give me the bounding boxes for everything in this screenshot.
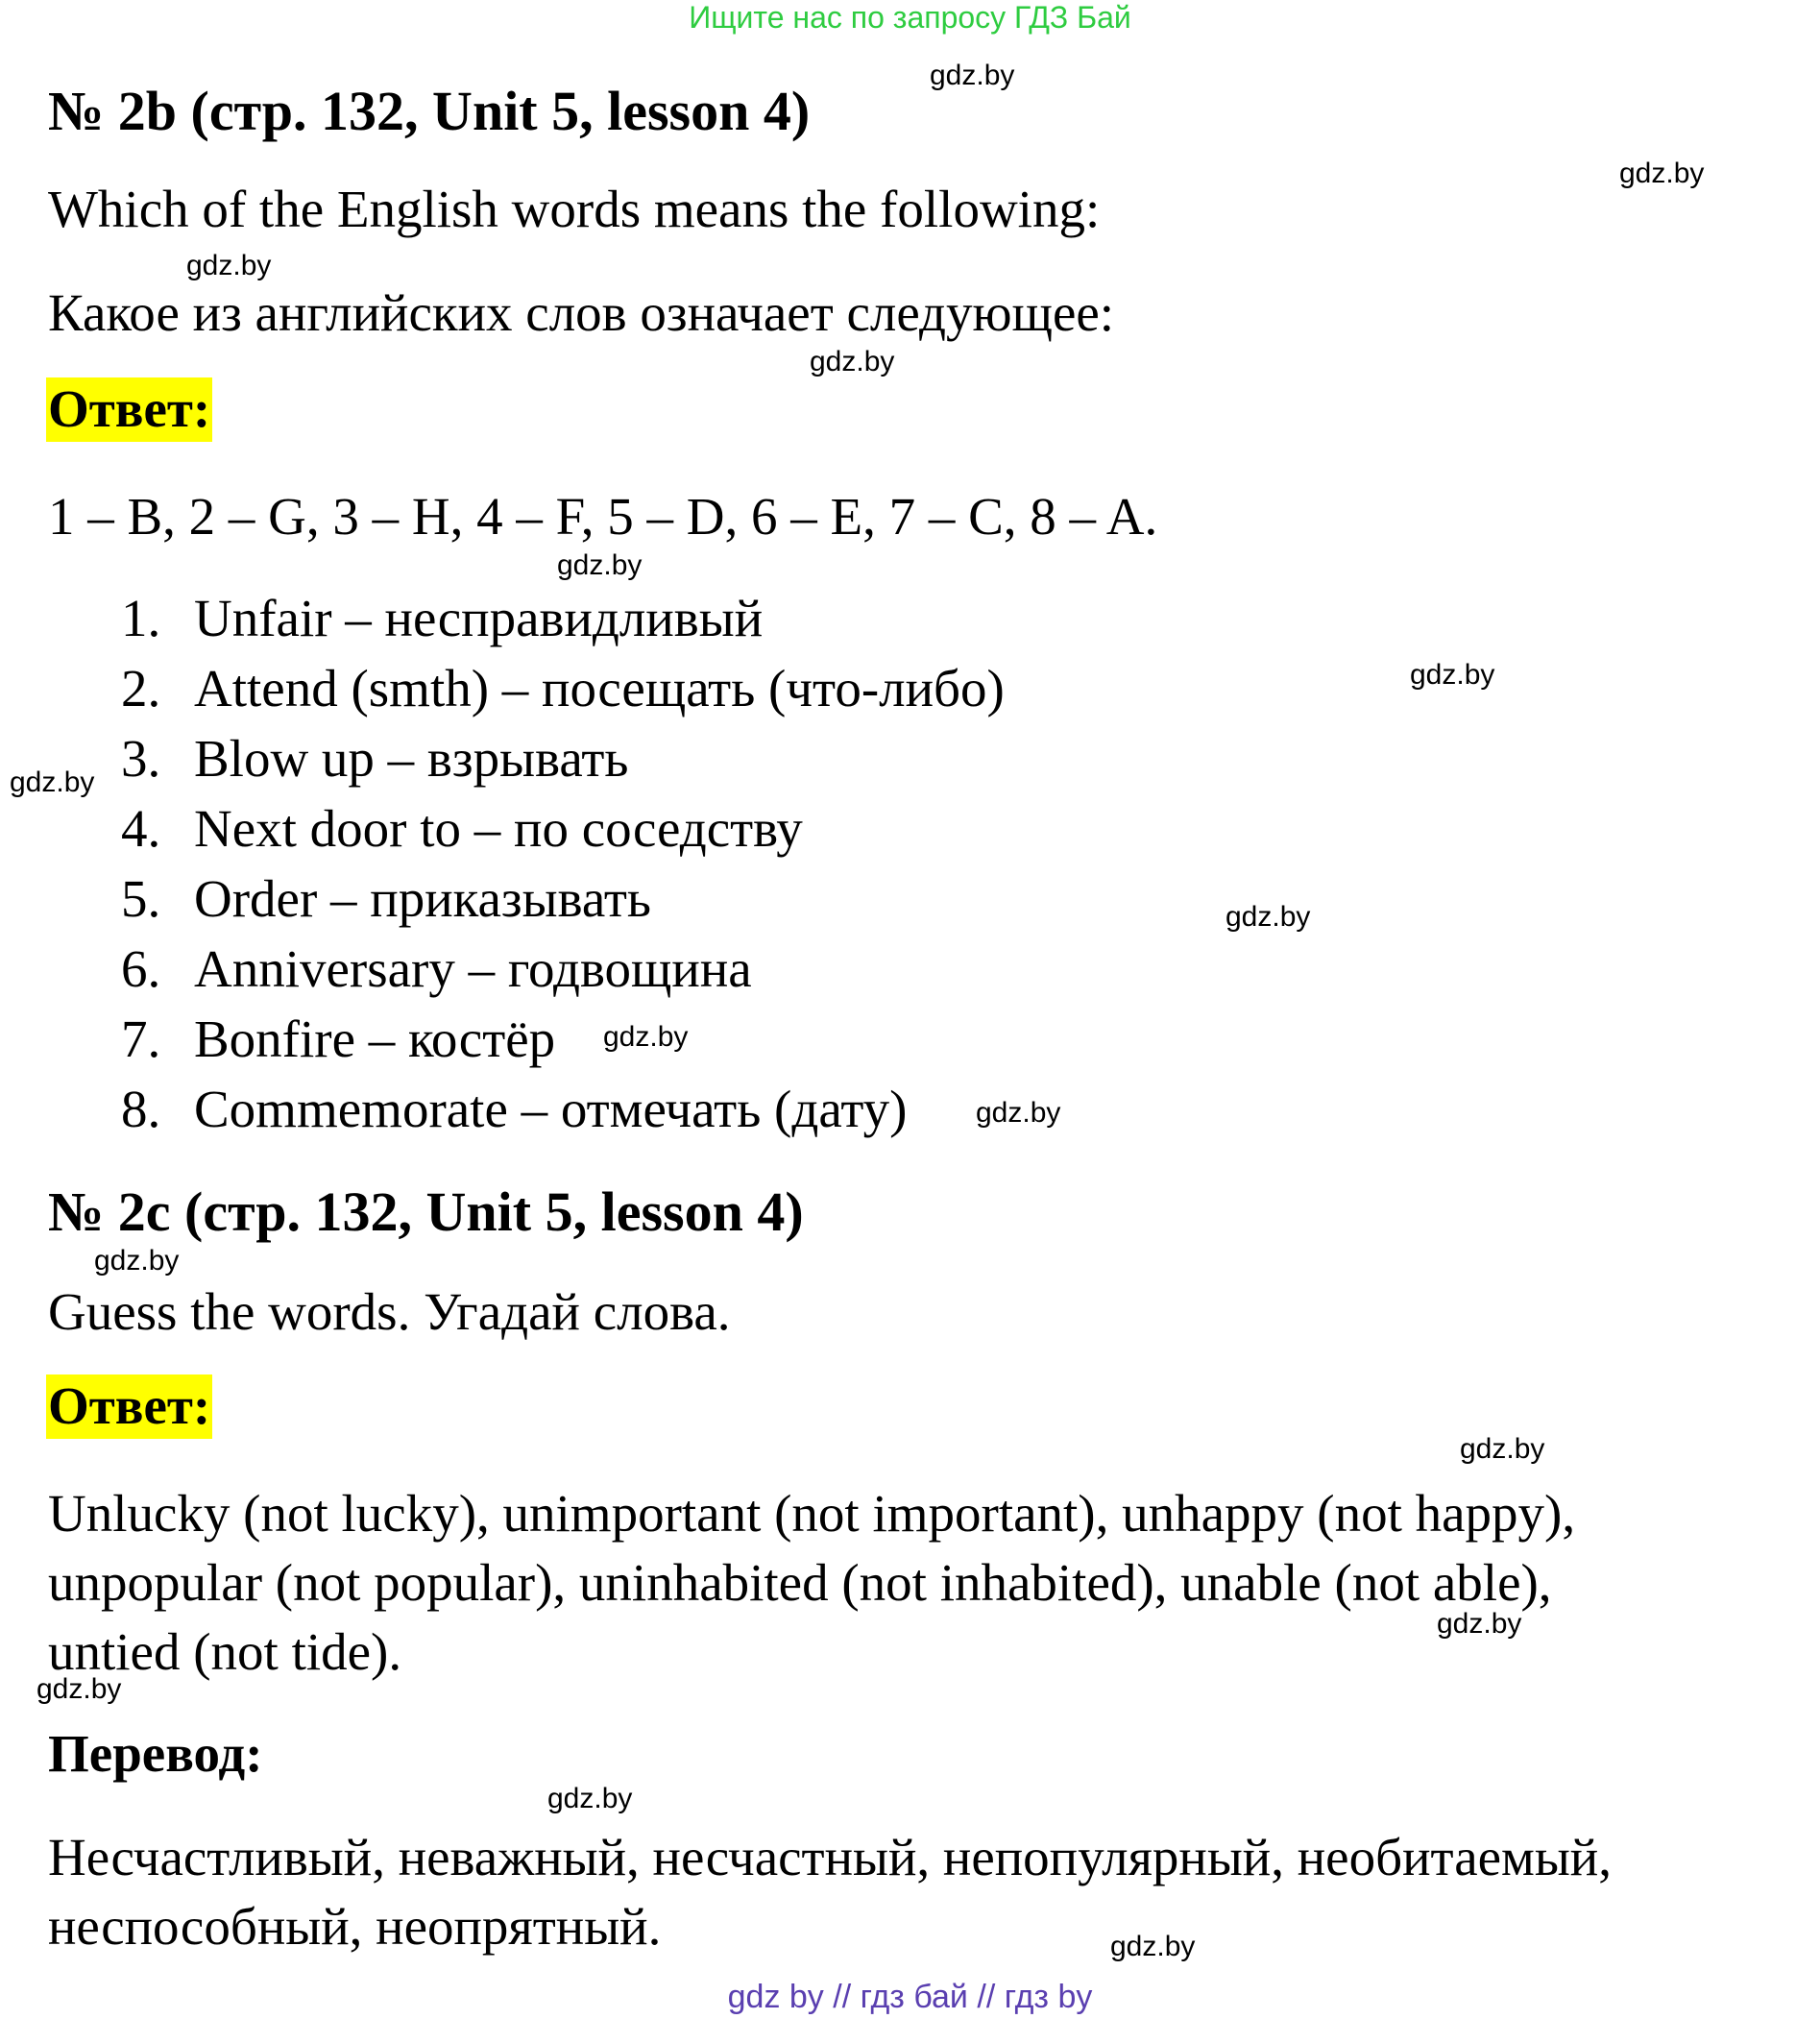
list-item: 4. Next door to – по соседству [121,799,803,858]
section-2c-instruction: Guess the words. Угадай слова. [48,1282,731,1341]
answer-highlight: Ответ: [46,1374,212,1439]
section-2c-answer-line: untied (not tide). [48,1622,402,1681]
watermark: gdz.by [603,1021,689,1053]
translation-line: Несчастливый, неважный, несчастный, непопулярный, необитаемый, [48,1828,1612,1886]
watermark: gdz.by [810,346,895,377]
section-2c-title: № 2c (стр. 132, Unit 5, lesson 4) [48,1180,804,1243]
watermark: gdz.by [1410,659,1495,691]
watermark: gdz.by [1225,901,1311,933]
section-2b-instruction-en: Which of the English words means the following: [48,180,1101,238]
section-2c-answer-label [46,1375,212,1437]
answer-highlight: Ответ: [46,377,212,442]
watermark: gdz.by [557,549,643,581]
section-2b-answer-label [46,378,212,440]
watermark: gdz.by [10,766,95,798]
list-item: 7. Bonfire – костёр [121,1010,556,1068]
list-item: 2. Attend (smth) – посещать (что-либо) [121,659,1005,718]
watermark: gdz.by [1460,1433,1545,1465]
section-2b-title: № 2b (стр. 132, Unit 5, lesson 4) [48,80,811,142]
list-item: 5. Order – приказывать [121,869,651,928]
watermark: gdz.by [976,1097,1061,1129]
translation-label: Перевод: [48,1724,263,1783]
list-item: 8. Commemorate – отмечать (дату) [121,1080,908,1138]
watermark: gdz.by [94,1245,180,1277]
list-item: 3. Blow up – взрывать [121,729,629,788]
watermark: gdz.by [36,1673,122,1705]
watermark: gdz.by [1619,158,1705,189]
section-2b-answer-key: 1 – B, 2 – G, 3 – H, 4 – F, 5 – D, 6 – E, 7 – C, 8 – A. [48,487,1158,546]
top-banner: Ищите нас по запросу ГДЗ Бай [689,0,1131,35]
footer-links: gdz by // гдз бай // гдз by [727,1979,1093,2015]
watermark: gdz.by [1437,1608,1522,1640]
list-item: 1. Unfair – несправидливый [121,589,764,647]
translation-line: неспособный, неопрятный. [48,1897,662,1956]
watermark: gdz.by [547,1783,633,1814]
section-2b-instruction-ru: Какое из английских слов означает следующее: [48,283,1115,342]
list-item: 6. Anniversary – годвощина [121,939,752,998]
watermark: gdz.by [1110,1931,1196,1962]
watermark: gdz.by [930,60,1015,91]
section-2c-answer-line: unpopular (not popular), uninhabited (not inhabited), unable (not able), [48,1553,1552,1612]
watermark: gdz.by [186,250,272,281]
section-2c-answer-line: Unlucky (not lucky), unimportant (not important), unhappy (not happy), [48,1484,1576,1543]
